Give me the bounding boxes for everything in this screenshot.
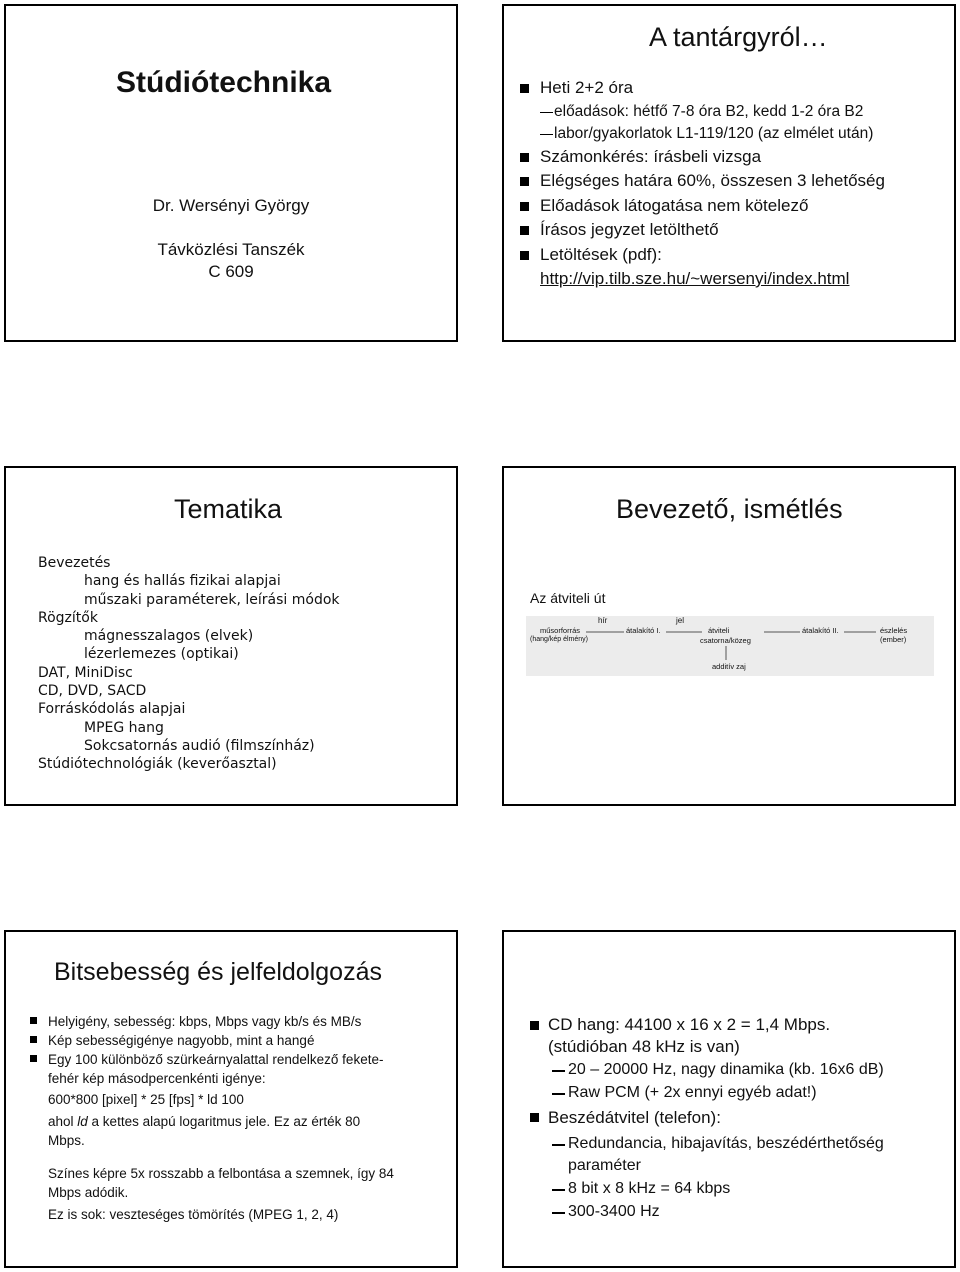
- list-item: Kép sebességigénye nagyobb, mint a hangé: [28, 1031, 448, 1050]
- room: C 609: [208, 262, 254, 281]
- audio-rates-list: [528, 1014, 948, 1223]
- label-channel-2: csatorna/közeg: [700, 636, 751, 645]
- label-source: műsorforrás: [540, 626, 581, 635]
- note-2: Színes képre 5x rosszabb a felbontása a szemnek, így 84: [48, 1166, 394, 1181]
- list-subitem: labor/gyakorlatok L1-119/120 (az elmélet után): [520, 123, 946, 145]
- download-link[interactable]: http://vip.tilb.sze.hu/~wersenyi/index.html: [540, 269, 850, 288]
- dash-icon: [552, 1212, 565, 1214]
- slide-1-title: Stúdiótechnika: [116, 66, 332, 99]
- transmission-diagram: [526, 616, 934, 676]
- bullet-square-icon: [30, 1017, 37, 1024]
- list-item-cont: fehér kép másodpercenkénti igénye:: [48, 1071, 266, 1086]
- slide-topics: [4, 466, 458, 806]
- formula: 600*800 [pixel] * 25 [fps] * ld 100: [48, 1092, 244, 1107]
- label-perception: észlelés (ember): [880, 626, 908, 644]
- topic-subline: lézerlemezes (optikai): [84, 646, 239, 663]
- bullet-square-icon: [520, 84, 529, 93]
- list-subitem: előadások: hétfő 7-8 óra B2, kedd 1-2 óra B2: [520, 101, 946, 123]
- bullet-square-icon: [520, 251, 529, 260]
- label-transducer-1: átalakító I.: [626, 626, 661, 635]
- note-2-cont: Mbps adódik.: [48, 1185, 129, 1200]
- dash-icon: [552, 1144, 565, 1146]
- note-3: Ez is sok: veszteséges tömörítés (MPEG 1, 2, 4): [48, 1207, 339, 1222]
- slide-intro: [502, 466, 956, 806]
- bullet-square-icon: [30, 1055, 37, 1062]
- bitrate-content: [28, 1012, 448, 1224]
- dash-icon: [552, 1070, 565, 1072]
- topic-subline: MPEG hang: [84, 719, 164, 736]
- dash-icon: [540, 134, 553, 136]
- diagram-caption: Az átviteli út: [530, 590, 606, 606]
- topic-line: DAT, MiniDisc: [38, 664, 133, 681]
- label-jel: jel: [676, 616, 685, 625]
- list-item: [520, 267, 946, 292]
- topic-line: Bevezetés: [38, 555, 111, 571]
- dash-icon: [552, 1189, 565, 1191]
- list-subitem: 20 – 20000 Hz, nagy dinamika (kb. 16x6 dB): [528, 1058, 948, 1081]
- author-name: Dr. Wersényi György: [152, 196, 310, 215]
- slide-3-title: Tematika: [174, 494, 283, 524]
- topic-subline: Sokcsatornás audió (filmszínház): [84, 737, 315, 754]
- bullet-square-icon: [520, 202, 529, 211]
- list-subitem: Raw PCM (+ 2x ennyi egyéb adat!): [528, 1081, 948, 1104]
- list-item: Helyigény, sebesség: kbps, Mbps vagy kb/s és MB/s: [28, 1012, 448, 1031]
- bullet-square-icon: [530, 1113, 539, 1122]
- list-item-cont: (stúdióban 48 kHz is van): [548, 1037, 740, 1056]
- dash-icon: [540, 112, 553, 114]
- list-item: Előadások látogatása nem kötelező: [520, 194, 946, 219]
- topic-line: Stúdiótechnológiák (keverőasztal): [38, 756, 277, 773]
- slide-bitrate: [4, 930, 458, 1268]
- topic-subline: hang és hallás fizikai alapjai: [84, 573, 281, 590]
- topic-subline: mágnesszalagos (elvek): [84, 628, 254, 645]
- label-transducer-2: átalakító II.: [802, 626, 839, 635]
- slide-2-title: A tantárgyról…: [649, 22, 828, 52]
- bullet-square-icon: [530, 1021, 539, 1030]
- list-item: Beszédátvitel (telefon):: [528, 1104, 948, 1131]
- note-1: ahol ld a kettes alapú logaritmus jele. Ez az érték 80: [48, 1114, 361, 1129]
- topic-line: Forráskódolás alapjai: [38, 701, 186, 718]
- bullet-square-icon: [520, 177, 529, 186]
- list-item: CD hang: 44100 x 16 x 2 = 1,4 Mbps.: [528, 1014, 948, 1036]
- slide-course-info: [502, 4, 956, 342]
- list-subitem-cont: paraméter: [568, 1157, 641, 1174]
- topics-list: [38, 554, 340, 774]
- list-item: Heti 2+2 óra: [520, 76, 946, 101]
- bullet-square-icon: [30, 1036, 37, 1043]
- label-noise: additív zaj: [712, 662, 746, 671]
- label-channel-1: átviteli: [708, 626, 730, 635]
- slide-5-title: Bitsebesség és jelfeldolgozás: [54, 958, 382, 986]
- label-hir: hír: [598, 616, 608, 625]
- bullet-square-icon: [520, 153, 529, 162]
- bullet-square-icon: [520, 226, 529, 235]
- list-subitem: Redundancia, hibajavítás, beszédérthetőség: [528, 1133, 948, 1155]
- list-subitem: 300-3400 Hz: [528, 1200, 948, 1223]
- list-item: Egy 100 különböző szürkeárnyalattal rendelkező fekete-: [28, 1050, 448, 1069]
- topic-subline: műszaki paraméterek, leírási módok: [84, 591, 340, 608]
- dash-icon: [552, 1093, 565, 1095]
- list-item: Számonkérés: írásbeli vizsga: [520, 145, 946, 170]
- topic-line: Rögzítők: [38, 609, 98, 626]
- label-experience: (hang/kép élmény): [530, 636, 588, 643]
- department: Távközlési Tanszék: [157, 240, 305, 259]
- list-item: Elégséges határa 60%, összesen 3 lehetőség: [520, 169, 946, 194]
- course-info-list: [520, 76, 946, 292]
- list-item: Írásos jegyzet letölthető: [520, 218, 946, 243]
- topic-line: CD, DVD, SACD: [38, 683, 147, 700]
- list-item: Letöltések (pdf):: [520, 243, 946, 268]
- list-subitem: 8 bit x 8 kHz = 64 kbps: [528, 1177, 948, 1200]
- slide-audio-rates: [502, 930, 956, 1268]
- slide-title: [4, 4, 458, 342]
- note-1-cont: Mbps.: [48, 1133, 85, 1148]
- slide-4-title: Bevezető, ismétlés: [616, 494, 843, 524]
